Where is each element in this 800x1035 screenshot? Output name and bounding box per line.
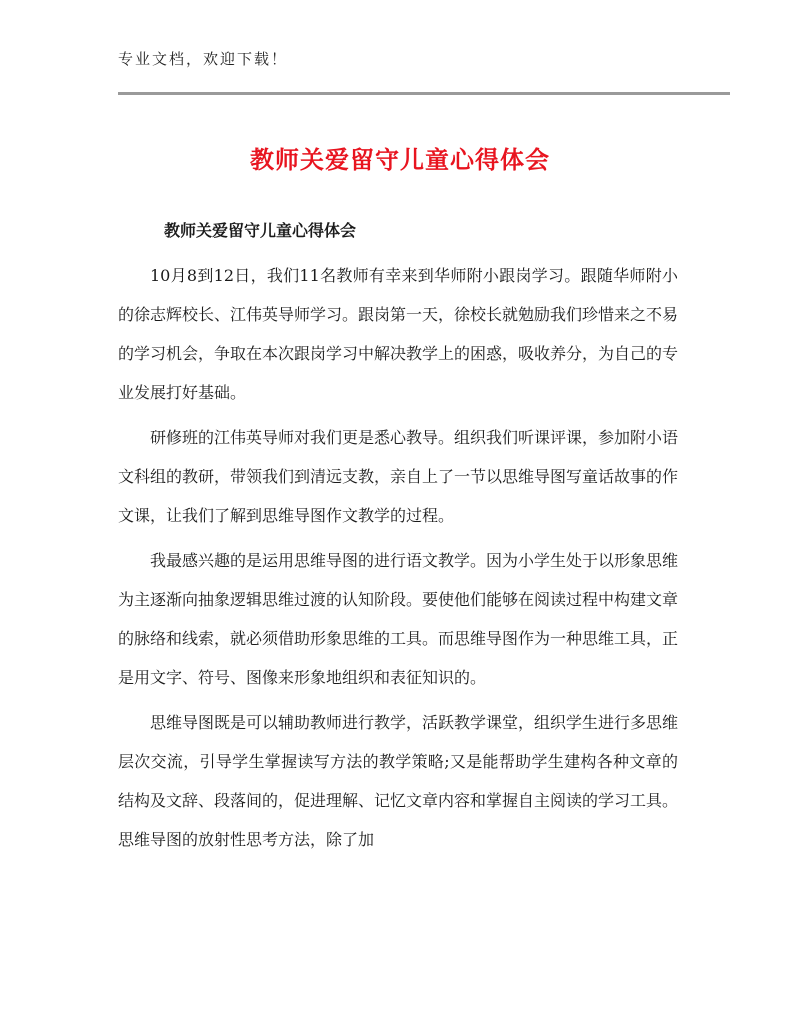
paragraph-3: 我最感兴趣的是运用思维导图的进行语文教学。因为小学生处于以形象思维为主逐渐向抽象逻辑思维过渡的认知阶段。要使他们能够在阅读过程中构建文章的脉络和线索，就必须借助形象思维的工具。而思维导图作为一种思维工具，正是用文字、符号、图像来形象地组织和表征知识的。 xyxy=(118,551,679,687)
article-body xyxy=(118,217,678,859)
paragraph-2: 研修班的江伟英导师对我们更是悉心教导。组织我们听课评课，参加附小语文科组的教研，带领我们到清远支教，亲自上了一节以思维导图写童话故事的作文课，让我们了解到思维导图作文教学的过程。 xyxy=(118,428,679,525)
page-header xyxy=(118,50,730,95)
header-divider xyxy=(118,92,730,95)
article-subtitle: 教师关爱留守儿童心得体会 xyxy=(164,221,357,240)
document-title: 教师关爱留守儿童心得体会 xyxy=(250,146,550,174)
paragraph-4: 思维导图既是可以辅助教师进行教学，活跃教学课堂，组织学生进行多思维层次交流，引导学生掌握读写方法的教学策略;又是能帮助学生建构各种文章的结构及文辞、段落间的，促进理解、记忆文章内容和掌握自主阅读的学习工具。思维导图的放射性思考方法，除了加 xyxy=(118,713,679,849)
paragraph-1: 10月8到12日，我们11名教师有幸来到华师附小跟岗学习。跟随华师附小的徐志辉校长、江伟英导师学习。跟岗第一天，徐校长就勉励我们珍惜来之不易的学习机会，争取在本次跟岗学习中解决教学上的困惑，吸收养分，为自己的专业发展打好基础。 xyxy=(118,266,679,402)
header-note: 专业文档，欢迎下载！ xyxy=(118,50,289,68)
